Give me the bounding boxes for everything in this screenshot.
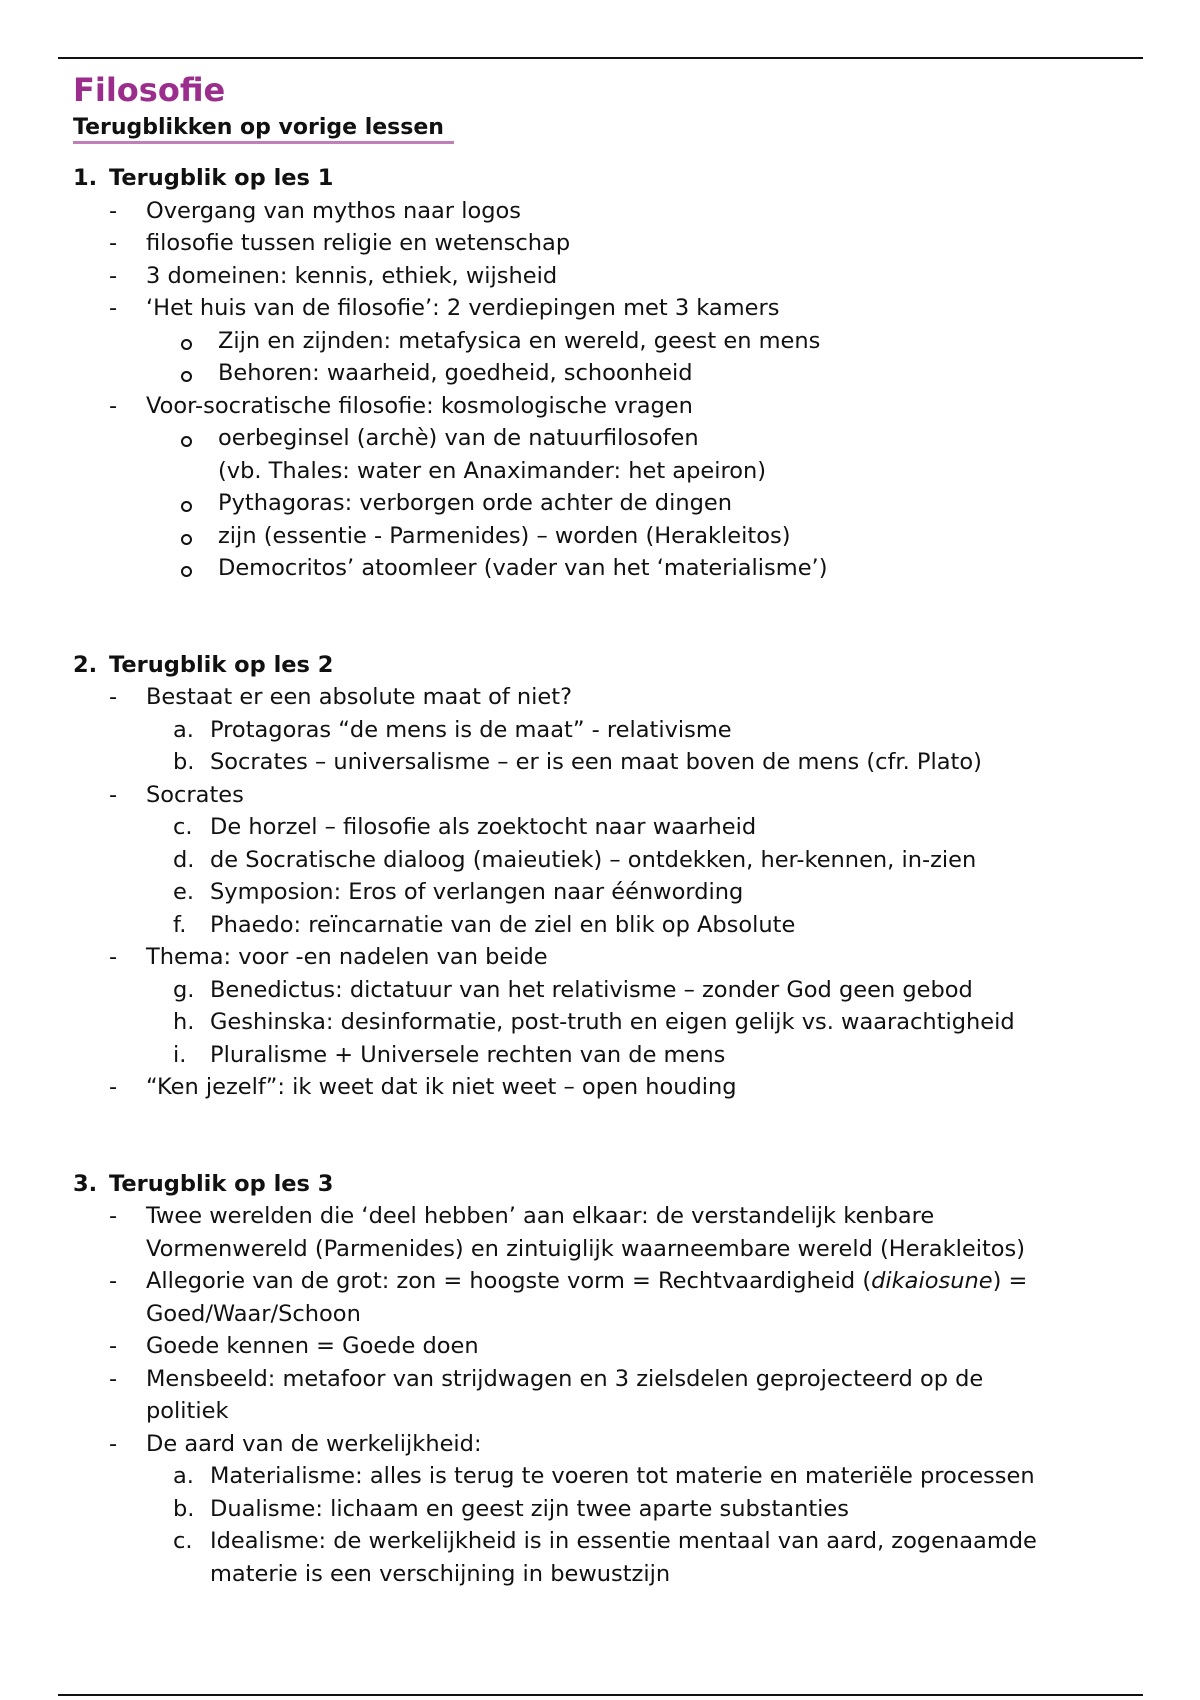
item-text: Vormenwereld (Parmenides) en zintuiglijk waarneembare wereld (Herakleitos)	[146, 1235, 1026, 1262]
dash-marker: -	[109, 944, 118, 970]
letter-marker: c.	[173, 1528, 193, 1554]
item-text: Idealisme: de werkelijkheid is in essentie mentaal van aard, zogenaamde	[210, 1528, 1037, 1554]
dash-marker: -	[109, 1430, 118, 1457]
item-text: Voor-socratische filosofie: kosmologische vragen	[146, 392, 693, 419]
lettered-item	[73, 1525, 1133, 1558]
item-text: Bestaat er een absolute maat of niet?	[146, 684, 573, 710]
lettered-item	[73, 1493, 1133, 1526]
item-text: Goede kennen = Goede doen	[146, 1333, 479, 1359]
section-heading-text: Terugblik op les 1	[109, 165, 334, 191]
dash-marker: -	[109, 295, 118, 321]
item-text: Geshinska: desinformatie, post-truth en eigen gelijk vs. waarachtigheid	[210, 1009, 1015, 1035]
item-text: ‘Het huis van de filosofie’: 2 verdiepingen met 3 kamers	[146, 295, 780, 321]
letter-marker: a.	[173, 716, 194, 743]
lettered-item	[73, 714, 1133, 747]
section-heading-text: Terugblik op les 3	[109, 1170, 334, 1197]
item-italic-text: dikaiosune	[871, 1268, 993, 1294]
item-text: Thema: voor -en nadelen van beide	[146, 944, 548, 970]
document-subtitle: Terugblikken op vorige lessen	[73, 115, 454, 144]
top-rule	[58, 57, 1143, 59]
item-text: filosofie tussen religie en wetenschap	[146, 230, 571, 256]
item-text: Democritos’ atoomleer (vader van het ‘materialisme’)	[218, 555, 828, 581]
section-heading	[73, 1168, 1133, 1201]
bullet-item	[73, 520, 1133, 553]
bottom-rule	[58, 1694, 1143, 1696]
bullet-item	[73, 357, 1133, 390]
item-text: Pythagoras: verborgen orde achter de dingen	[218, 490, 732, 516]
lettered-item	[73, 1039, 1133, 1072]
lettered-item	[73, 746, 1133, 779]
item-text: De aard van de werkelijkheid:	[146, 1430, 482, 1457]
item-text: Behoren: waarheid, goedheid, schoonheid	[218, 360, 693, 386]
dash-item	[73, 1265, 1133, 1298]
dash-item-continuation	[73, 1395, 1133, 1428]
section-heading-text: Terugblik op les 2	[109, 651, 334, 678]
item-text: Materialisme: alles is terug te voeren tot materie en materiële processen	[210, 1463, 1035, 1489]
letter-marker: i.	[173, 1041, 187, 1068]
item-text: materie is een verschijning in bewustzijn	[210, 1560, 671, 1587]
item-text: Socrates	[146, 781, 244, 808]
circle-bullet-icon	[181, 566, 192, 577]
item-text: “Ken jezelf”: ik weet dat ik niet weet – open houding	[146, 1074, 737, 1100]
bullet-item	[73, 487, 1133, 520]
letter-marker: d.	[173, 846, 195, 873]
section-number: 1.	[73, 165, 98, 191]
dash-item	[73, 260, 1133, 293]
section-heading	[73, 162, 1133, 195]
document-title: Filosofie	[73, 71, 226, 109]
lettered-item-continuation	[73, 1558, 1133, 1591]
section-1	[73, 162, 1133, 585]
dash-item-continuation	[73, 1298, 1133, 1331]
lettered-item	[73, 1460, 1133, 1493]
item-text: Symposion: Eros of verlangen naar éénwording	[210, 879, 744, 905]
dash-marker: -	[109, 1268, 118, 1294]
dash-marker: -	[109, 197, 118, 224]
section-heading	[73, 649, 1133, 682]
item-text: politiek	[146, 1398, 229, 1424]
document-content	[73, 68, 1133, 1590]
dash-marker: -	[109, 1203, 118, 1229]
dash-item	[73, 292, 1133, 325]
item-text: Goed/Waar/Schoon	[146, 1300, 361, 1327]
dash-marker: -	[109, 781, 118, 808]
circle-bullet-icon	[181, 534, 192, 545]
lettered-item	[73, 811, 1133, 844]
item-text: Benedictus: dictatuur van het relativisme – zonder God geen gebod	[210, 976, 973, 1003]
dash-item	[73, 1363, 1133, 1396]
item-text: Mensbeeld: metafoor van strijdwagen en 3 zielsdelen geprojecteerd op de	[146, 1365, 984, 1392]
item-text-after: ) =	[992, 1268, 1028, 1294]
lettered-item	[73, 974, 1133, 1007]
dash-item	[73, 390, 1133, 423]
dash-item	[73, 227, 1133, 260]
circle-bullet-icon	[181, 501, 192, 512]
item-text: Allegorie van de grot: zon = hoogste vorm = Rechtvaardigheid (	[146, 1268, 872, 1294]
dash-marker: -	[109, 1365, 118, 1392]
item-text: Zijn en zijnden: metafysica en wereld, geest en mens	[218, 327, 821, 354]
item-text: De horzel – filosofie als zoektocht naar waarheid	[210, 814, 757, 840]
item-text: Twee werelden die ‘deel hebben’ aan elkaar: de verstandelijk kenbare	[146, 1203, 935, 1229]
item-text: oerbeginsel (archè) van de natuurfilosofen	[218, 425, 699, 451]
item-text: de Socratische dialoog (maieutiek) – ontdekken, her-kennen, in-zien	[210, 846, 977, 873]
item-text: Phaedo: reïncarnatie van de ziel en blik op Absolute	[210, 911, 796, 938]
section-number: 3.	[73, 1170, 98, 1197]
item-text: (vb. Thales: water en Anaximander: het apeiron)	[218, 457, 767, 484]
letter-marker: f.	[173, 911, 187, 938]
section-3	[73, 1168, 1133, 1591]
bullet-item-continuation	[73, 455, 1133, 488]
item-text: Protagoras “de mens is de maat” - relativisme	[210, 716, 732, 743]
item-text: zijn (essentie - Parmenides) – worden (Herakleitos)	[218, 522, 791, 549]
section-number: 2.	[73, 651, 98, 678]
dash-item	[73, 1330, 1133, 1363]
dash-marker: -	[109, 392, 118, 419]
dash-marker: -	[109, 684, 118, 710]
letter-marker: e.	[173, 879, 194, 905]
bullet-item	[73, 552, 1133, 585]
bullet-item	[73, 422, 1133, 455]
dash-item	[73, 941, 1133, 974]
circle-bullet-icon	[181, 339, 192, 350]
letter-marker: b.	[173, 1495, 195, 1522]
item-text: Overgang van mythos naar logos	[146, 197, 521, 224]
sections-container	[73, 162, 1133, 1590]
letter-marker: h.	[173, 1009, 195, 1035]
dash-item-continuation	[73, 1233, 1133, 1266]
dash-item	[73, 1071, 1133, 1104]
lettered-item	[73, 844, 1133, 877]
item-text: 3 domeinen: kennis, ethiek, wijsheid	[146, 262, 558, 289]
letter-marker: a.	[173, 1463, 194, 1489]
letter-marker: b.	[173, 749, 195, 775]
item-text: Pluralisme + Universele rechten van de mens	[210, 1041, 726, 1068]
item-text: Dualisme: lichaam en geest zijn twee aparte substanties	[210, 1495, 849, 1522]
document-subtitle-wrap	[73, 115, 1133, 145]
lettered-item	[73, 909, 1133, 942]
letter-marker: c.	[173, 814, 193, 840]
lettered-item	[73, 876, 1133, 909]
circle-bullet-icon	[181, 371, 192, 382]
dash-marker: -	[109, 1333, 118, 1359]
dash-item	[73, 681, 1133, 714]
dash-item	[73, 1428, 1133, 1461]
dash-item	[73, 195, 1133, 228]
circle-bullet-icon	[181, 436, 192, 447]
dash-item	[73, 1200, 1133, 1233]
section-2	[73, 649, 1133, 1104]
lettered-item	[73, 1006, 1133, 1039]
dash-marker: -	[109, 1074, 118, 1100]
item-text: Socrates – universalisme – er is een maat boven de mens (cfr. Plato)	[210, 749, 982, 775]
dash-marker: -	[109, 262, 118, 289]
letter-marker: g.	[173, 976, 195, 1003]
dash-marker: -	[109, 230, 118, 256]
dash-item	[73, 779, 1133, 812]
bullet-item	[73, 325, 1133, 358]
